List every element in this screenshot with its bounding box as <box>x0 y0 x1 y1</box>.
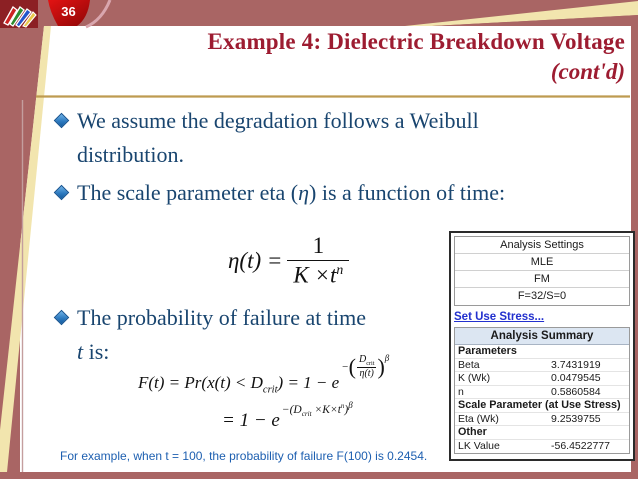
summary-row-lk: LK Value -56.4522777 <box>458 439 610 452</box>
summary-header: Analysis Summary <box>455 328 629 345</box>
eta-formula-exponent: n <box>336 262 344 277</box>
eta-formula-numerator: 1 <box>312 233 325 258</box>
failure-formula-main: $F(t) = Pr(x(t) < D_{crit}) = 1 - e$ <box>138 373 340 396</box>
beta-exponent: β <box>348 400 353 410</box>
summary-section-other: Other <box>455 426 629 440</box>
diamond-bullet-icon <box>54 113 70 129</box>
example-note: For example, when t = 100, the probability of failure F(100) is 0.2454. <box>60 449 428 463</box>
settings-row-fs: F=32/S=0 <box>517 290 567 302</box>
settings-row-mle: MLE <box>455 254 629 271</box>
title-line2: (cont'd) <box>550 59 625 84</box>
summary-row-beta: Beta 3.7431919 <box>455 359 629 373</box>
eta-formula-denominator: $K \times t^n$ <box>287 260 349 289</box>
eta-symbol: η <box>298 180 309 205</box>
settings-header: Analysis Settings <box>455 237 629 254</box>
beta-exponent: β <box>384 352 390 363</box>
analysis-panel <box>449 231 635 461</box>
analysis-summary-table <box>454 327 630 454</box>
bullet-probability-line2: t is: <box>77 339 110 364</box>
bullet-weibull-line2: distribution. <box>77 142 184 167</box>
analysis-settings-table <box>454 236 630 306</box>
bullet-eta <box>56 176 616 210</box>
bullet-weibull-line1: We assume the degradation follows a Weibull <box>77 108 479 133</box>
bullet-eta-post: ) is a function of time: <box>309 180 506 205</box>
failure-formula-exponent: − ( $\frac{D_{crit}}{\eta(t)}$ ) β <box>341 352 390 379</box>
summary-section-parameters: Parameters <box>455 345 629 359</box>
summary-row-n: n 0.5860584 <box>455 386 629 400</box>
bullet-probability-line1: The probability of failure at time <box>77 305 366 330</box>
eta-formula-lhs: η(t) = <box>228 247 283 273</box>
summary-row-k: K (Wk) 0.0479545 <box>455 372 629 386</box>
eta-formula <box>228 233 354 289</box>
diamond-bullet-icon <box>54 310 70 326</box>
eta-formula-fraction <box>287 233 349 289</box>
bullet-weibull <box>56 104 596 172</box>
diamond-bullet-icon <box>54 185 70 201</box>
failure-formula-line2: = 1 − e $-(D_{crit} \times K\times t^n)^\beta$ <box>222 400 353 431</box>
set-use-stress-link[interactable]: Set Use Stress... <box>454 311 545 323</box>
title-line1: Example 4: Dielectric Breakdown Voltage <box>207 29 625 54</box>
summary-row-eta: Eta (Wk) 9.2539755 <box>455 413 629 427</box>
failure-formula2-exponent: $-(D_{crit} \times K\times t^n)^\beta$ <box>281 400 353 419</box>
dcrit-subscript: crit <box>262 384 278 396</box>
bullet-eta-pre: The scale parameter eta ( <box>77 180 299 205</box>
slide-number: 36 <box>61 4 76 19</box>
page-title <box>60 27 625 87</box>
summary-section-scale: Scale Parameter (at Use Stress) <box>455 399 629 413</box>
exponent-fraction: $\frac{D_{crit}}{\eta(t)}$ <box>358 354 375 379</box>
settings-row-fm: FM <box>455 271 629 288</box>
